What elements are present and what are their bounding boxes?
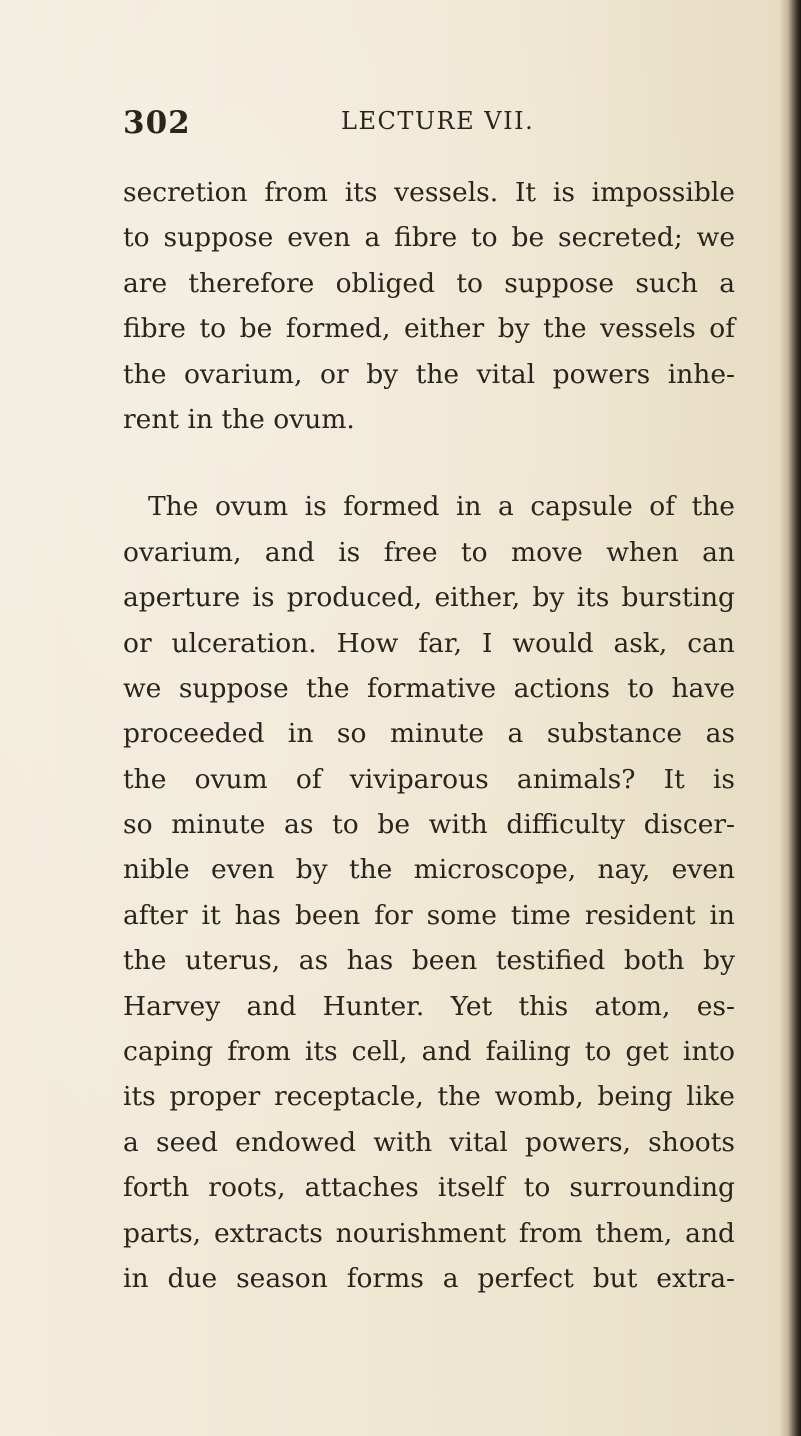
text-line: the ovarium, or by the vital powers inhe- (123, 358, 735, 390)
text-line: so minute as to be with difficulty discer- (123, 809, 735, 841)
page-number: 302 (123, 105, 191, 141)
text-line: the ovum of viviparous animals? It is (123, 763, 735, 795)
running-title: LECTURE VII. (341, 107, 535, 135)
paragraph-gap (123, 442, 735, 484)
text-line: aperture is produced, either, by its bursting (123, 582, 735, 614)
running-head (123, 105, 763, 145)
paragraph-2 (123, 484, 735, 1301)
text-line: to suppose even a fibre to be secreted; we (123, 222, 735, 254)
text-line: a seed endowed with vital powers, shoots (123, 1126, 735, 1158)
text-line: The ovum is formed in a capsule of the (148, 491, 735, 523)
text-line: or ulceration. How far, I would ask, can (123, 627, 735, 659)
text-line: in due season forms a perfect but extra- (123, 1262, 735, 1294)
body-text (123, 170, 735, 1301)
text-line: Harvey and Hunter. Yet this atom, es- (123, 990, 735, 1022)
text-line: are therefore obliged to suppose such a (123, 267, 735, 299)
text-line: ovarium, and is free to move when an (123, 536, 735, 568)
text-line: proceeded in so minute a substance as (123, 718, 735, 750)
text-line: fibre to be formed, either by the vessels of (123, 313, 735, 345)
binding-shadow (779, 0, 801, 1436)
text-line: the uterus, as has been testified both by (123, 945, 735, 977)
text-line: we suppose the formative actions to have (123, 672, 735, 704)
text-line: nible even by the microscope, nay, even (123, 854, 735, 886)
text-line: after it has been for some time resident in (123, 899, 735, 931)
text-line: secretion from its vessels. It is impossible (123, 177, 735, 208)
text-line: caping from its cell, and failing to get into (123, 1036, 735, 1068)
text-line: its proper receptacle, the womb, being like (123, 1081, 735, 1113)
text-line: rent in the ovum. (123, 403, 355, 435)
text-line: parts, extracts nourishment from them, and (123, 1217, 735, 1249)
text-line: forth roots, attaches itself to surrounding (123, 1172, 735, 1204)
paragraph-1 (123, 170, 735, 442)
